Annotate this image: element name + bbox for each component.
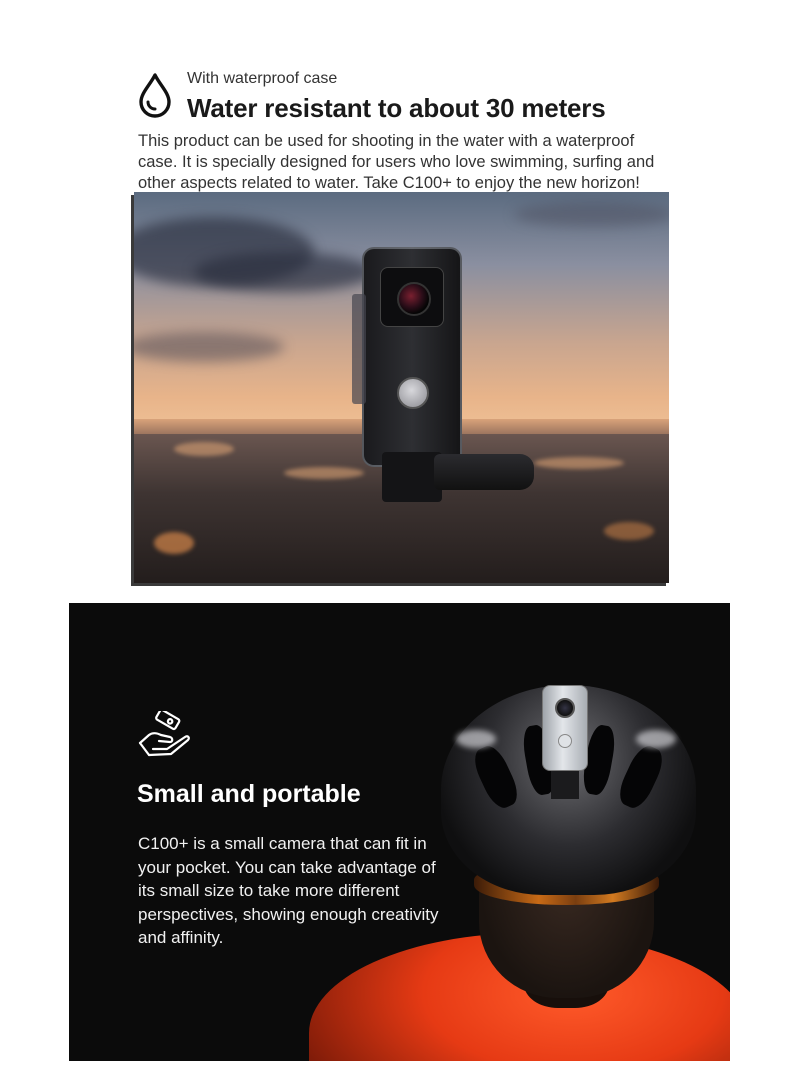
water-splash <box>604 522 654 540</box>
case-latch <box>352 294 366 404</box>
camera-mount <box>382 452 442 502</box>
portable-description: C100+ is a small camera that can fit in your pocket. You can take advantage of its small size to take more different perspectives, showing enough creativity and affinity. <box>138 834 439 947</box>
mini-camera <box>542 685 588 771</box>
waterproof-subtitle: With waterproof case <box>187 70 338 87</box>
water-splash <box>534 457 624 469</box>
helmet-mount <box>551 769 579 799</box>
waterproof-case <box>362 247 462 467</box>
cloud <box>194 252 374 292</box>
cloud <box>514 202 669 227</box>
water-drop-icon <box>137 72 173 118</box>
water-splash <box>174 442 234 456</box>
camera-in-waterproof-case-photo <box>134 192 669 583</box>
water-splash <box>154 532 194 554</box>
waterproof-header <box>137 70 677 123</box>
hand-holding-camera-icon <box>137 711 193 757</box>
portable-section <box>69 603 730 1061</box>
waterproof-description: This product can be used for shooting in the water with a waterproof case. It is specially designed for users who love swimming, surfing and other aspects related to water. Take C100+ to enjoy the new horizon! <box>138 132 655 192</box>
helmet-shine <box>456 730 496 748</box>
camera-button <box>397 377 429 409</box>
helmet-shine <box>636 730 676 748</box>
helmet-vent <box>614 742 668 813</box>
camera-body <box>380 267 444 327</box>
water-splash <box>284 467 364 479</box>
mount-knob <box>434 454 534 490</box>
mini-camera-lens <box>555 698 575 718</box>
mini-camera-button <box>558 734 572 748</box>
waterproof-title: Water resistant to about 30 meters <box>187 93 606 123</box>
helmet-vent <box>469 742 523 813</box>
camera-lens <box>397 282 431 316</box>
portable-title: Small and portable <box>137 780 361 808</box>
